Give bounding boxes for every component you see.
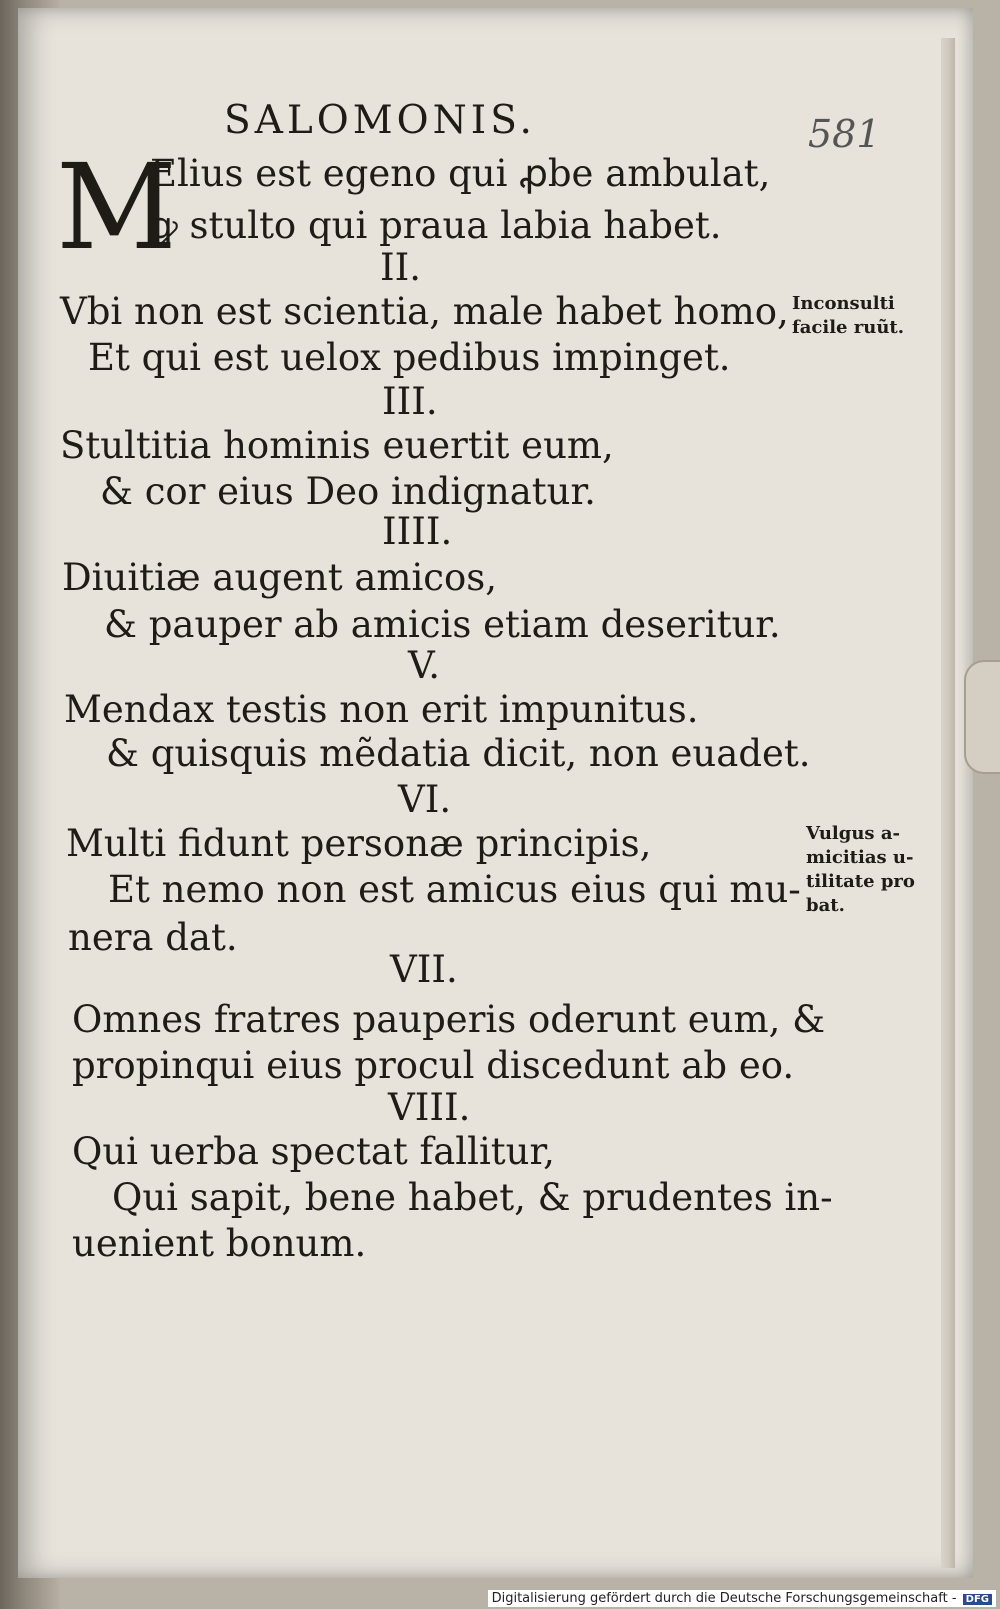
verse-line: & cor eius Deo indignatur. <box>100 470 596 513</box>
digitization-credit <box>488 1590 996 1607</box>
verse-numeral: VI. <box>398 778 452 821</box>
margin-note-line: facile ruũt. <box>792 317 904 338</box>
margin-note-line: Vulgus a- <box>806 823 900 844</box>
margin-note-line: tilitate pro <box>806 871 915 892</box>
verse-line: Omnes fratres pauperis oderunt eum, & <box>72 998 826 1041</box>
verse-line: Qui sapit, bene habet, & prudentes in- <box>112 1176 833 1219</box>
margin-note-line: bat. <box>806 895 845 916</box>
verse-line: propinqui eius procul discedunt ab eo. <box>72 1044 795 1087</box>
verse-numeral: V. <box>408 644 441 687</box>
folio-number: 581 <box>808 112 881 156</box>
verse-line: Multi fidunt personæ principis, <box>66 822 652 865</box>
verse-line: Vbi non est scientia, male habet homo, <box>60 290 789 333</box>
margin-note-line: Inconsulti <box>792 293 895 314</box>
verse-numeral: VII. <box>390 948 458 991</box>
verse-line: ꝙ stulto qui praua labia habet. <box>150 204 722 247</box>
verse-line: & pauper ab amicis etiam deseritur. <box>104 603 781 646</box>
verse-line: Et qui est uelox pedibus impinget. <box>88 336 731 379</box>
verse-line: Qui uerba spectat fallitur, <box>72 1130 555 1173</box>
verse-line: Mendax testis non erit impunitus. <box>64 688 699 731</box>
verse-line: Elius est egeno qui ꝓbe ambulat, <box>150 152 771 195</box>
verse-line: Diuitiæ augent amicos, <box>62 556 498 599</box>
verse-line: Stultitia hominis euertit eum, <box>60 424 614 467</box>
margin-note <box>806 822 915 918</box>
verse-line: & quisquis mẽdatia dicit, non euadet. <box>106 732 811 775</box>
verse-numeral: III. <box>382 380 438 423</box>
verse-numeral: VIII. <box>388 1086 471 1129</box>
verse-line: uenient bonum. <box>72 1222 367 1265</box>
verse-line: nera dat. <box>68 916 238 959</box>
verse-numeral: IIII. <box>382 510 453 553</box>
page-tab <box>964 660 1000 774</box>
page-title: SALOMONIS. <box>224 98 536 143</box>
margin-note <box>792 292 904 340</box>
drop-cap: M <box>56 138 177 276</box>
verse-numeral: II. <box>380 246 421 289</box>
digitization-credit-text: Digitalisierung gefördert durch die Deutsche Forschungsgemeinschaft - <box>491 1591 957 1606</box>
margin-note-line: micitias u- <box>806 847 914 868</box>
verse-line: Et nemo non est amicus eius qui mu- <box>108 868 801 911</box>
dfg-logo: DFG <box>963 1594 992 1605</box>
page-edge <box>941 38 955 1568</box>
